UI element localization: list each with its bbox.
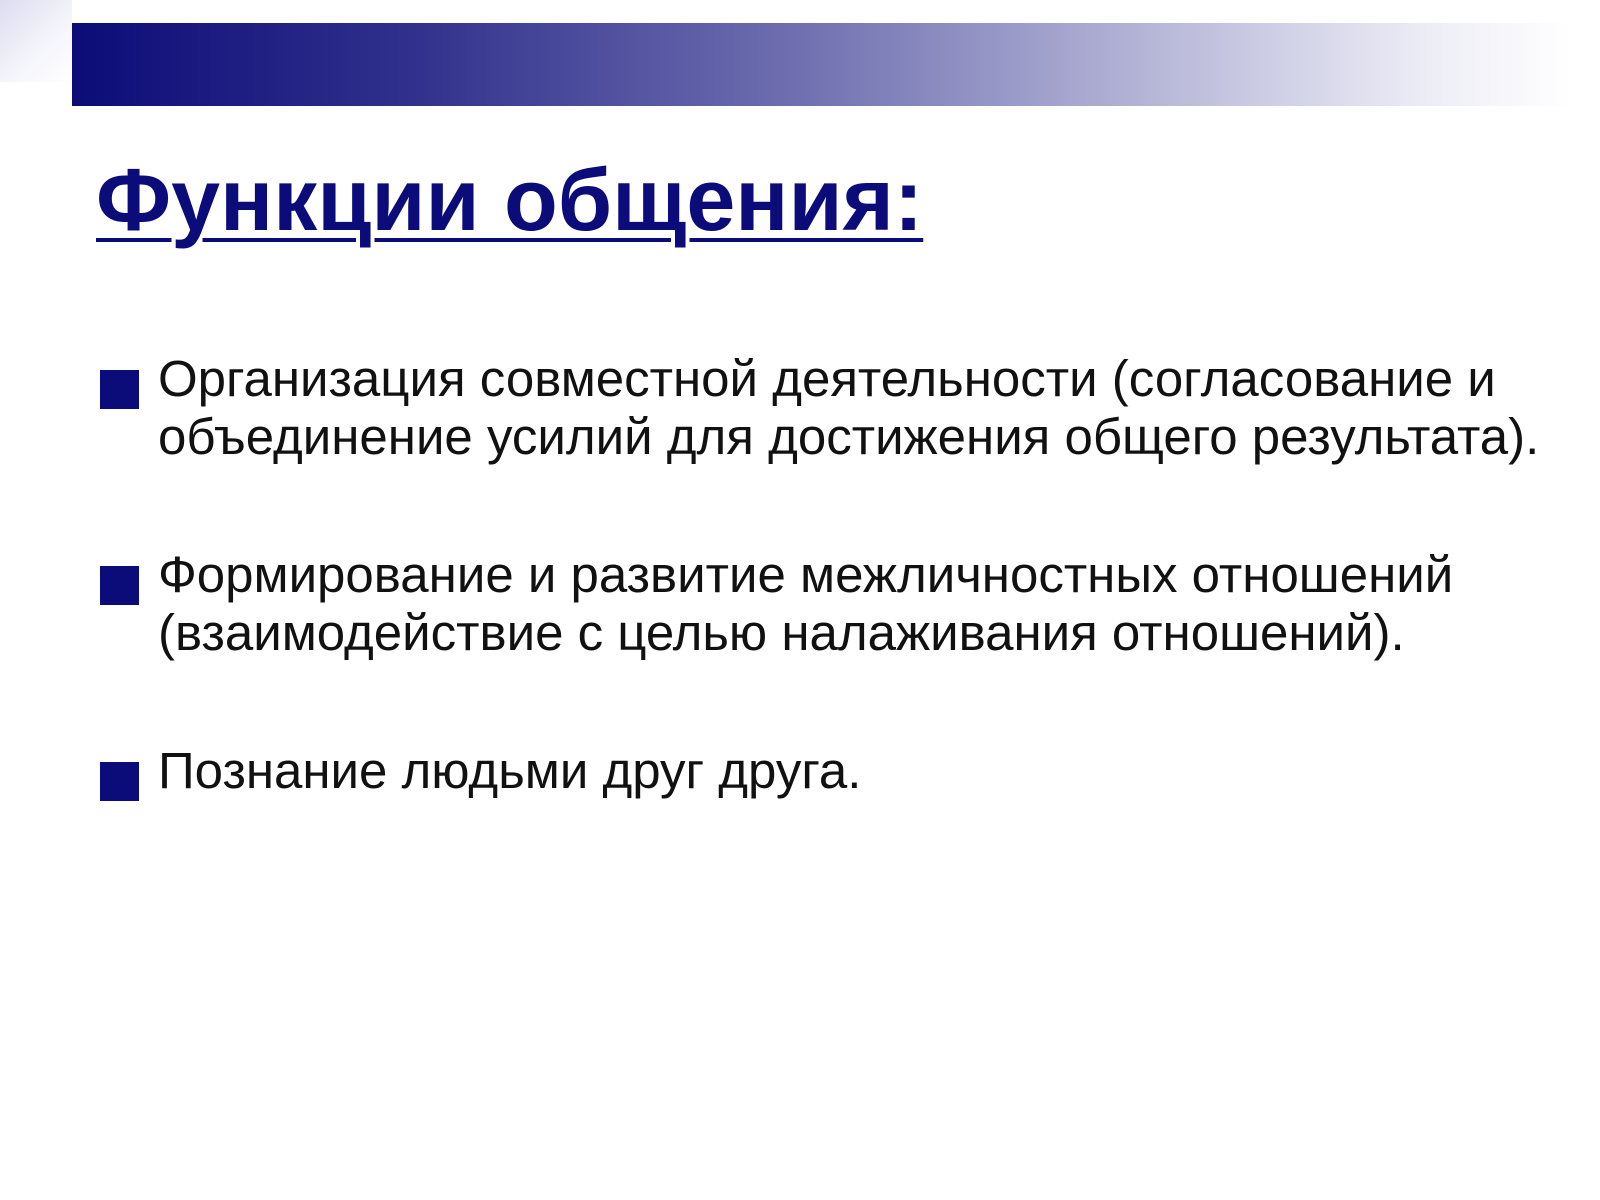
- bullet-item: [100, 350, 1540, 466]
- corner-accent: [0, 0, 72, 82]
- bullet-item: [100, 546, 1540, 662]
- bullet-text: Формирование и развитие межличностных отношений (взаимодействие с целью налаживания отношений).: [158, 546, 1454, 661]
- header-gradient-bar: [72, 23, 1572, 106]
- slide-title: Функции общения:: [96, 150, 924, 249]
- square-bullet-icon: [100, 566, 139, 605]
- bullet-list: [100, 350, 1540, 880]
- square-bullet-icon: [100, 370, 139, 409]
- bullet-text: Познание людьми друг друга.: [158, 742, 862, 799]
- square-bullet-icon: [100, 762, 139, 801]
- bullet-item: [100, 742, 1540, 800]
- bullet-text: Организация совместной деятельности (согласование и объединение усилий для достижения общего результата).: [158, 350, 1540, 465]
